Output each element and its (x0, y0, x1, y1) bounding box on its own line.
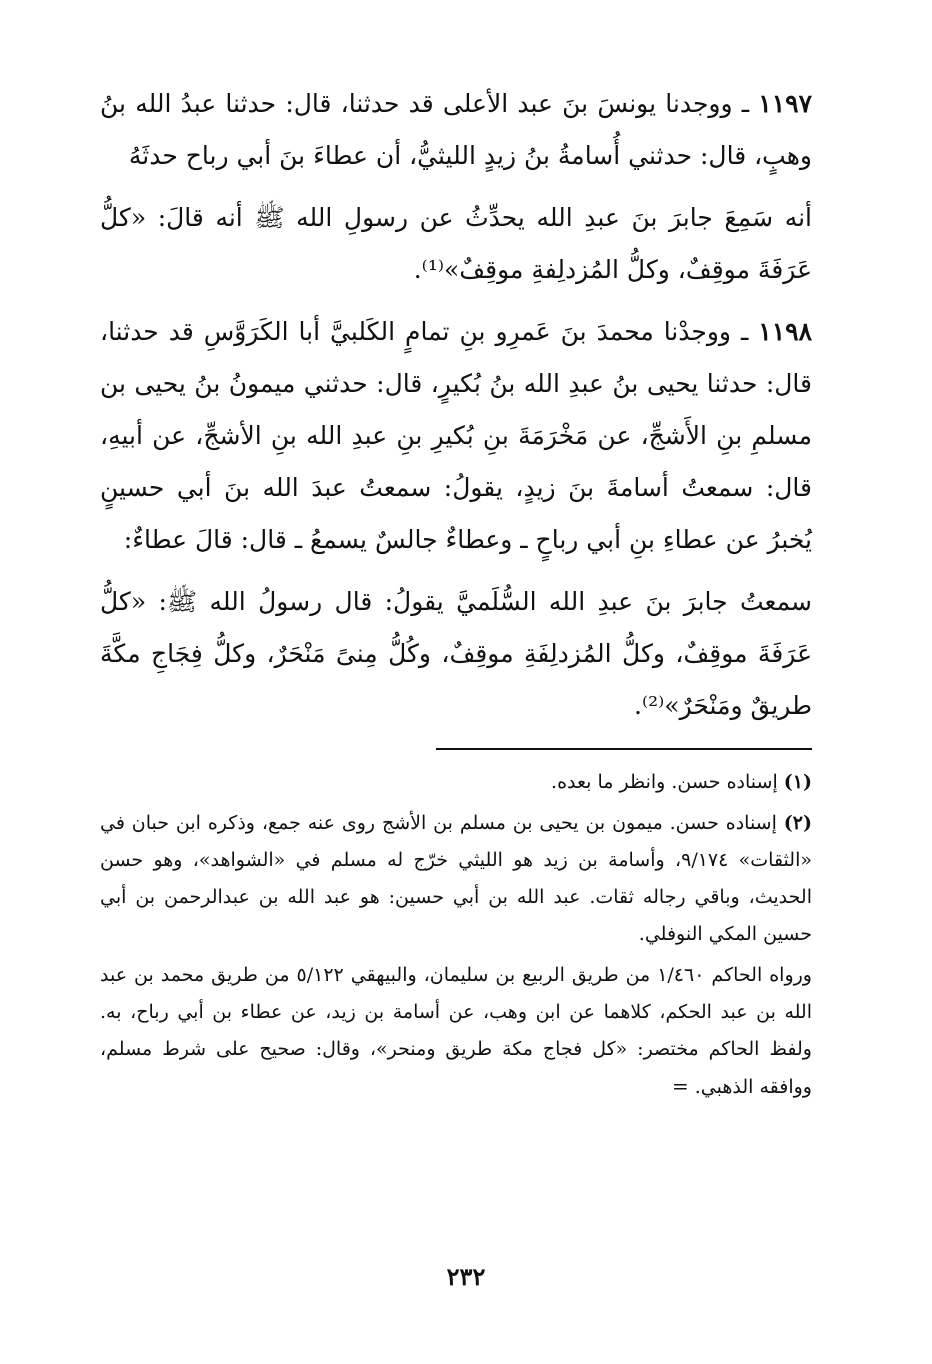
page-body (100, 78, 812, 1106)
hadith-1198-matn: سمعتُ جابرَ بنَ عبدِ الله السُّلَميَّ يقولُ: قال رسولُ الله ﷺ: «كلُّ عَرَفَةَ موقِفٌ، وكلُّ المُزدلِفَةِ موقِفٌ، وكُلُّ مِنىً مَنْحَرٌ، وكلُّ فِجَاجِ مكَّةَ طريقٌ ومَنْحَرٌ»⁽²⁾. (100, 587, 812, 720)
hadith-1197-matn: أنه سَمِعَ جابرَ بنَ عبدِ الله يحدِّثُ عن رسولِ الله ﷺ أنه قالَ: «كلُّ عَرَفَةَ موقِفٌ، وكلُّ المُزدلِفةِ موقِفٌ»⁽¹⁾. (100, 203, 812, 284)
footnote-2-continuation (100, 957, 812, 1106)
footnote-1 (100, 764, 812, 801)
hadith-text: ـ ووجدْنا محمدَ بنَ عَمرِو بنِ تمامٍ الكَلبيَّ أبا الكَرَوَّسِ قد حدثنا، قال: حدثنا يحيى بنُ عبدِ الله بنُ بُكيرٍ، قال: حدثني ميمونُ بنُ يحيى بن مسلمِ بنِ الأَشجِّ، عن مَخْرَمَةَ بنِ بُكيرِ بنِ عبدِ الله بنِ الأشجِّ، عن أبيهِ، قال: سمعتُ أسامةَ بنَ زيدٍ، يقولُ: سمعتُ عبدَ الله بنَ أبي حسينٍ يُخبرُ عن عطاءِ بنِ أبي رباحٍ ـ وعطاءٌ جالسٌ يسمعُ ـ قال: قالَ عطاءٌ: (100, 317, 812, 554)
footnote-2 (100, 805, 812, 953)
hadith-number: ١١٩٨ (758, 317, 812, 346)
footnote-label: (١) (783, 771, 812, 793)
footnote-text: ورواه الحاكم ١/٤٦٠ من طريق الربيع بن سليمان، والبيهقي ٥/١٢٢ من طريق محمد بن عبد الله بن عبد الحكم، كلاهما عن ابن وهب، عن أسامة بن زيد، عن عطاء بن أبي رباح، به. ولفظ الحاكم مختصر: «كل فجاج مكة طريق ومنحر»، وقال: صحيح على شرط مسلم، ووافقه الذهبي. (100, 964, 812, 1098)
hadith-number: ١١٩٧ (758, 89, 812, 118)
footnote-label: (٢) (783, 812, 812, 834)
hadith-text: ـ ووجدنا يونسَ بنَ عبد الأعلى قد حدثنا، قال: حدثنا عبدُ الله بنُ وهبٍ، قال: حدثني أُسامةُ بنُ زيدٍ الليثيُّ، أن عطاءَ بنَ أبي رباح حدثَهُ (100, 89, 812, 170)
footnote-divider (436, 748, 812, 750)
hadith-1197-isnad (100, 78, 812, 182)
footnote-text: إسناده حسن. ميمون بن يحيى بن مسلم بن الأشج روى عنه جمع، وذكره ابن حبان في «الثقات» ٩/١٧٤، وأسامة بن زيد هو الليثي خرّج له مسلم في «الشواهد»، وهو حسن الحديث، وباقي رجاله ثقات. عبد الله بن أبي حسين: هو عبد الله بن عبدالرحمن بن أبي حسين المكي النوفلي. (100, 812, 812, 945)
hadith-1198-isnad (100, 306, 812, 566)
continuation-mark: = (671, 1074, 689, 1098)
page-number: ٢٣٢ (446, 1262, 486, 1291)
footnote-text: إسناده حسن. وانظر ما بعده. (551, 771, 778, 793)
